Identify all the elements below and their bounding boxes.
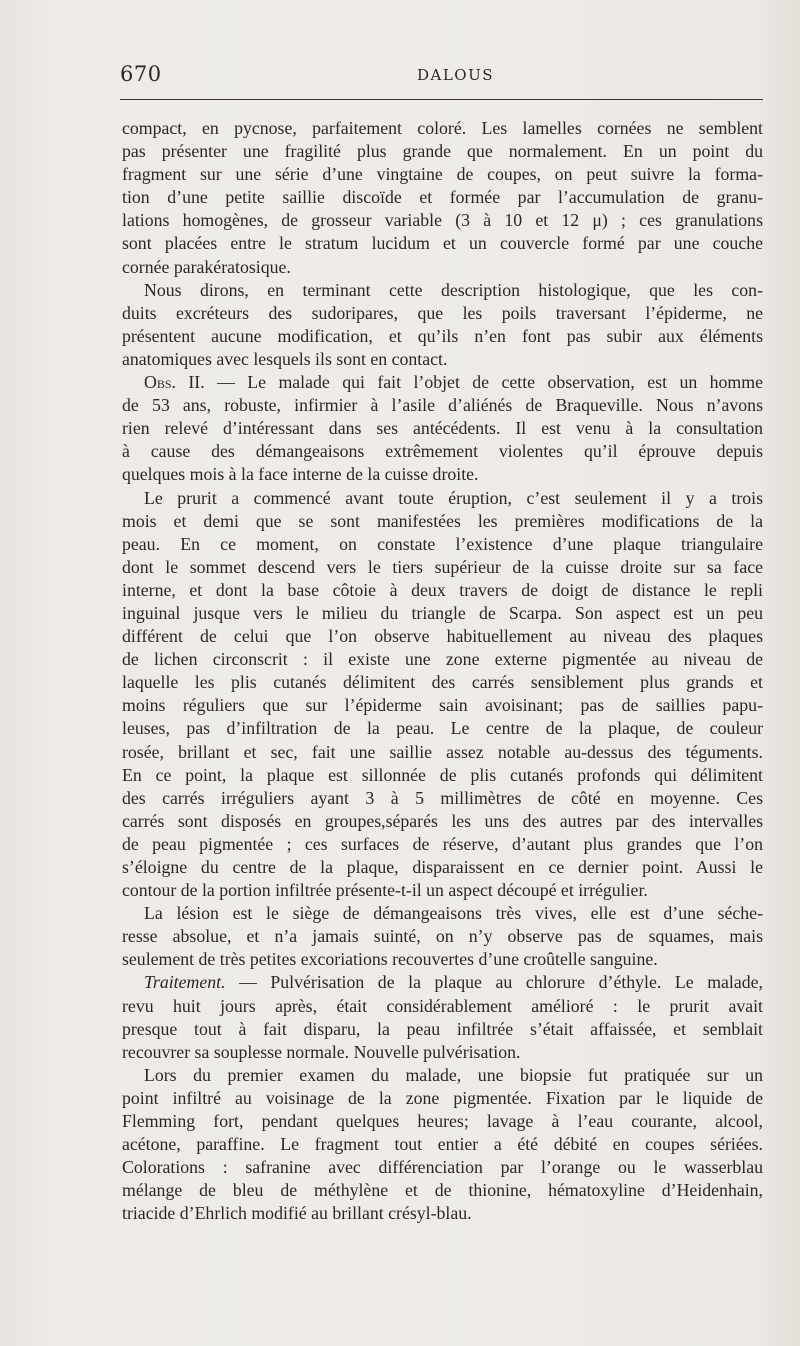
running-head: DALOUS (416, 66, 495, 84)
text-line: duits excréteurs des sudoripares, que les poils traversant l’épiderme, ne (122, 302, 763, 323)
text-line: seulement de très petites excoriations recouvertes d’une croûtelle sanguine. (122, 949, 658, 970)
text-line: de lichen circonscrit : il existe une zone externe pigmentée au niveau de (122, 649, 763, 670)
text-line: laquelle les plis cutanés délimitent des carrés sensiblement plus grands et (122, 672, 763, 693)
text-line: interne, et dont la base côtoie à deux travers de doigt de distance le repli (122, 579, 763, 600)
text-line: différent de celui que l’on observe habituellement au niveau des plaques (122, 626, 763, 647)
text-line: lations homogènes, de grosseur variable (3 à 10 et 12 μ) ; ces granulations (122, 210, 763, 231)
text-line: recouvrer sa souplesse normale. Nouvelle pulvérisation. (122, 1041, 521, 1062)
text-line: rien relevé d’intéressant dans ses antécédents. Il est venu à la consultation (122, 418, 763, 439)
text-line: dont le sommet descend vers le tiers supérieur de la cuisse droite sur sa face (122, 556, 763, 577)
text-line: sont placées entre le stratum lucidum et un couvercle formé par une couche (122, 233, 763, 254)
text-line: tion d’une petite saillie discoïde et formée par l’accumulation de granu- (122, 187, 763, 208)
body-text (122, 117, 763, 1226)
text-line: à cause des démangeaisons extrêmement violentes qu’il éprouve depuis (122, 441, 763, 462)
text-line: point infiltré au voisinage de la zone pigmentée. Fixation par le liquide de (122, 1087, 763, 1108)
text-line: resse absolue, et n’a jamais suinté, on n’y observe pas de squames, mais (122, 926, 763, 947)
text-line: revu huit jours après, était considérablement amélioré : le prurit avait (122, 995, 763, 1016)
text-line: quelques mois à la face interne de la cuisse droite. (122, 464, 479, 485)
text-line: Colorations : safranine avec différenciation par l’orange ou le wasserblau (122, 1157, 763, 1178)
text-line: présentent aucune modification, et qu’ils n’en font pas subir aux éléments (122, 325, 763, 346)
text-line: La lésion est le siège de démangeaisons très vives, elle est d’une séche- (144, 903, 763, 924)
text-line: leuses, pas d’infiltration de la peau. Le centre de la plaque, de couleur (122, 718, 763, 739)
text-line: acétone, paraffine. Le fragment tout entier a été débité en coupes sériées. (122, 1134, 763, 1155)
text-line: Le prurit a commencé avant toute éruption, c’est seulement il y a trois (144, 487, 763, 508)
text-line: triacide d’Ehrlich modifié au brillant crésyl-blau. (122, 1203, 472, 1224)
treatment-heading: Traitement. (144, 972, 226, 993)
text-line: En ce point, la plaque est sillonnée de plis cutanés profonds qui délimitent (122, 764, 763, 785)
page-number: 670 (120, 62, 162, 86)
text-line: Nous dirons, en terminant cette description histologique, que les con- (144, 279, 763, 300)
text-line: mois et demi que se sont manifestées les premières modifications de la (122, 510, 763, 531)
text-line: anatomiques avec lesquels ils sont en contact. (122, 348, 448, 369)
text-line (122, 971, 763, 994)
text-line: moins réguliers que sur l’épiderme sain avoisinant; pas de saillies papu- (122, 695, 763, 716)
text-line: mélange de bleu de méthylène et de thionine, hématoxyline d’Heidenhain, (122, 1180, 763, 1201)
text-line: Lors du premier examen du malade, une biopsie fut pratiquée sur un (144, 1064, 763, 1085)
text-line: Flemming fort, pendant quelques heures; lavage à l’eau courante, alcool, (122, 1111, 763, 1132)
text-line: s’éloigne du centre de la plaque, disparaissent en ce dernier point. Aussi le (122, 857, 763, 877)
text-line-rest: — Le malade qui fait l’objet de cette observation, est un homme (217, 372, 763, 393)
page-header (120, 62, 763, 92)
text-line: contour de la portion infiltrée présente-t-il un aspect découpé et irrégulier. (122, 880, 648, 901)
text-line: de peau pigmentée ; ces surfaces de réserve, d’autant plus grandes que l’on (122, 833, 763, 854)
text-line: peau. En ce moment, on constate l’existence d’une plaque triangulaire (122, 533, 763, 554)
header-rule (120, 99, 763, 100)
text-line: rosée, brillant et sec, fait une saillie assez notable au-dessus des téguments. (122, 741, 763, 762)
text-line: cornée parakératosique. (122, 256, 291, 277)
text-line: des carrés irréguliers ayant 3 à 5 millimètres de côté en moyenne. Ces (122, 787, 763, 808)
text-line: inguinal jusque vers le milieu du triangle de Scarpa. Son aspect est un peu (122, 602, 763, 623)
text-line: carrés sont disposés en groupes,séparés les uns des autres par des intervalles (122, 810, 763, 831)
text-line-rest: — Pulvérisation de la plaque au chlorure d’éthyle. Le malade, (239, 972, 763, 993)
text-line (122, 371, 763, 394)
text-line: pas présenter une fragilité plus grande que normalement. En un point du (122, 141, 763, 162)
observation-heading: Obs. II. (144, 372, 205, 393)
text-line: presque tout à fait disparu, la peau infiltrée s’était affaissée, et semblait (122, 1018, 763, 1039)
text-line: compact, en pycnose, parfaitement coloré. Les lamelles cornées ne semblent (122, 118, 763, 138)
text-line: fragment sur une série d’une vingtaine de coupes, on peut suivre la forma- (122, 164, 763, 185)
text-line: de 53 ans, robuste, infirmier à l’asile d’aliénés de Braqueville. Nous n’avons (122, 395, 763, 416)
